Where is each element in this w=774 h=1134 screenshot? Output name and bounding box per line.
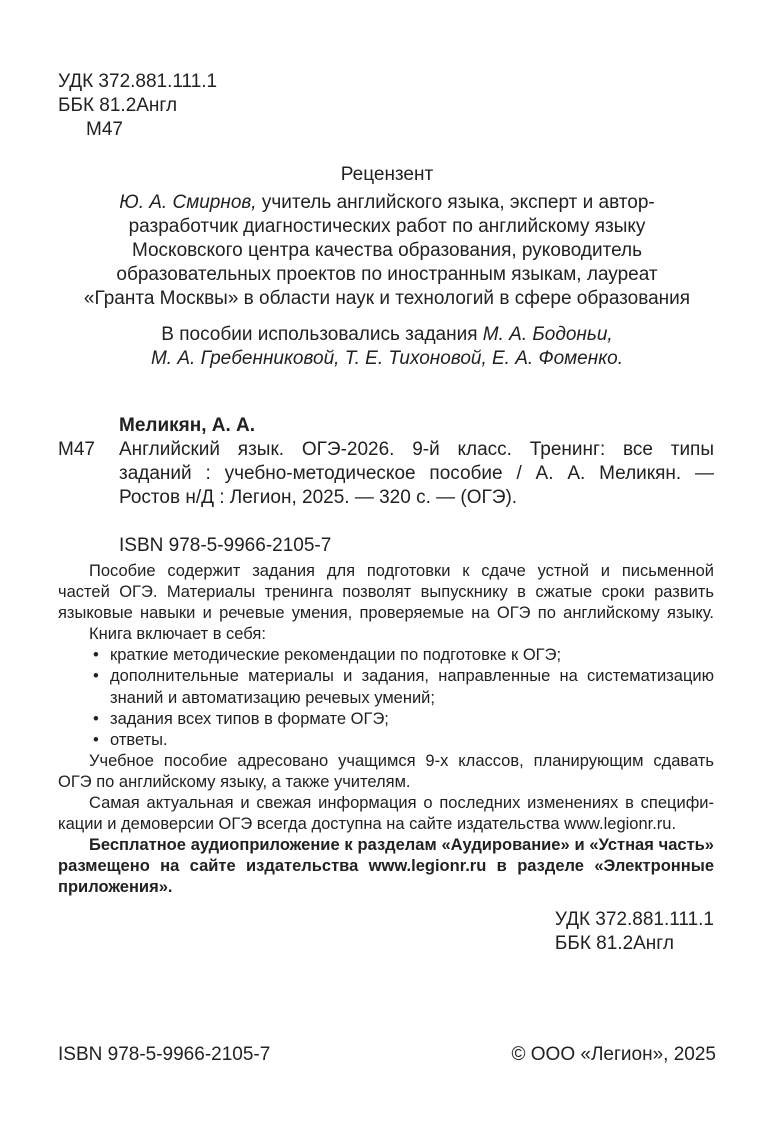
- author-sign: М47: [58, 439, 95, 460]
- bbk-number-bottom: ББК 81.2Англ: [554, 932, 674, 954]
- reviewer-line: Московского центра качества образования, руководитель: [131, 240, 643, 261]
- reviewer-line-text: учитель английского языка, эксперт и автор-: [256, 192, 655, 213]
- credits-line: [0, 347, 774, 371]
- reviewer-line: образовательных проектов по иностранным языкам, лауреат: [116, 264, 658, 285]
- annotation-line-text: задания всех типов в формате ОГЭ;: [110, 709, 389, 728]
- annotation-section: [58, 561, 714, 899]
- annotation-line-text: краткие методические рекомендации по подготовке к ОГЭ;: [110, 646, 562, 665]
- reviewer-line: разработчик диагностических работ по английскому языку: [128, 216, 646, 237]
- udk-number: УДК 372.881.111.1: [58, 71, 218, 92]
- reviewer-name: Ю. А. Смирнов,: [119, 192, 257, 213]
- reviewer-line: [0, 191, 774, 215]
- annotation-line-text: дополнительные материалы и задания, направленные на систематизацию: [110, 667, 714, 686]
- bib-line: заданий : учебно-методическое пособие / А. А. Меликян. —: [119, 463, 714, 484]
- audio-note-line: размещено на сайте издательства www.legionr.ru в разделе «Электронные: [58, 857, 714, 876]
- audio-note-line: приложения».: [58, 878, 173, 897]
- annotation-line: знаний и автоматизацию речевых умений;: [110, 688, 435, 707]
- credits-name: М. А. Бодоньи,: [482, 324, 613, 345]
- bibliographic-record: [58, 414, 714, 558]
- isbn-footer: ISBN 978-5-9966-2105-7: [58, 1044, 271, 1065]
- bullet-marker: •: [93, 730, 99, 749]
- audio-note-line: Бесплатное аудиоприложение к разделам «Аудирование» и «Устная часть»: [89, 836, 714, 855]
- author-name: Меликян, А. А.: [119, 415, 256, 436]
- annotation-line: языковые навыки и речевые умения, проверяемые на ОГЭ по английскому языку.: [58, 604, 714, 623]
- annotation-list-item: [58, 730, 714, 751]
- reviewer-line: «Гранта Москвы» в области наук и технологий в сфере образования: [83, 288, 691, 309]
- reviewer-heading: Рецензент: [340, 164, 434, 185]
- annotation-line: кации и демоверсии ОГЭ всегда доступна на сайте издательства www.legionr.ru.: [58, 815, 677, 834]
- annotation-line: ОГЭ по английскому языку, а также учителям.: [58, 772, 411, 791]
- bib-line: Английский язык. ОГЭ-2026. 9-й класс. Тренинг: все типы: [119, 439, 714, 460]
- author-sign: М47: [86, 119, 123, 140]
- classification-block-bottom: [555, 908, 714, 955]
- credits-names: М. А. Гребенниковой, Т. Е. Тихоновой, Е. А. Фоменко.: [150, 348, 624, 369]
- isbn-number: ISBN 978-5-9966-2105-7: [119, 535, 332, 556]
- classification-block: [58, 70, 217, 142]
- bbk-number: ББК 81.2Англ: [58, 95, 178, 116]
- annotation-list-item: [58, 645, 714, 666]
- annotation-line: частей ОГЭ. Материалы тренинга позволят выпускнику в сжатые сроки развить: [58, 583, 714, 602]
- annotation-list-item: [58, 709, 714, 730]
- bib-description: [58, 438, 714, 510]
- bullet-marker: •: [93, 709, 99, 728]
- annotation-line-text: ответы.: [110, 730, 168, 749]
- bullet-marker: •: [93, 646, 99, 665]
- annotation-list-item: [58, 666, 714, 687]
- reviewer-section: [0, 163, 774, 311]
- annotation-line: Книга включает в себя:: [89, 625, 266, 644]
- credits-prefix: В пособии использовались задания: [161, 324, 483, 345]
- annotation-line: Самая актуальная и свежая информация о последних изменениях в специфи-: [89, 794, 714, 813]
- bib-line: Ростов н/Д : Легион, 2025. — 320 с. — (ОГЭ).: [119, 487, 518, 508]
- udk-number-bottom: УДК 372.881.111.1: [554, 909, 714, 930]
- annotation-line: Учебное пособие адресовано учащимся 9-х классов, планирующим сдавать: [89, 751, 714, 770]
- credits-line: [0, 323, 774, 347]
- copyright-notice: © ООО «Легион», 2025: [511, 1044, 716, 1065]
- annotation-line: Пособие содержит задания для подготовки к сдаче устной и письменной: [89, 562, 714, 580]
- credits-section: [0, 323, 774, 371]
- bullet-marker: •: [93, 667, 99, 686]
